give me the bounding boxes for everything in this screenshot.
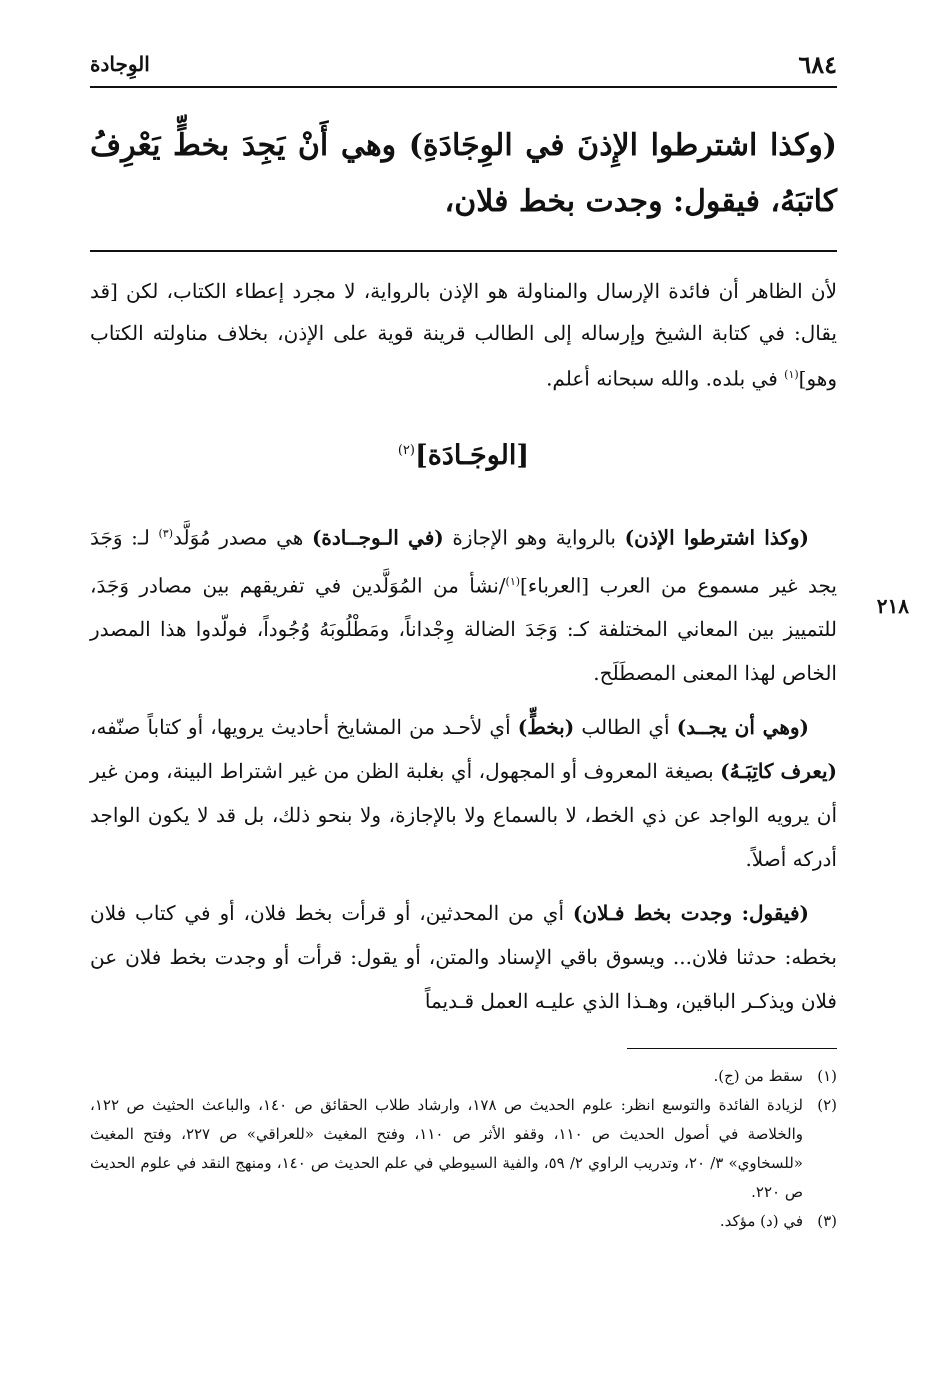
running-title: الوِجادة — [90, 52, 150, 76]
footnote-text: في (د) مؤكد. — [719, 1212, 803, 1230]
footnote-text: لزيادة الفائدة والتوسع انظر: علوم الحديث ص ١٧٨، وارشاد طلاب الحقائق ص ١٤٠، والباعث الحثيث ص ١٢٢، والخلاصة في أصول الحديث ص ١١٠، وقفو الأثر ص ١١٠، وفتح المغيث «للعراقي» ص ٢٢٧، وفتح المغيث «للسخاوي» ٣/ ٢٠، وتدريب الراوي ٢/ ٥٩، والفية السيوطي في علم الحديث ص ١٤٠، ومنهج النقد في علوم الحديث ص ٢٢٠. — [90, 1096, 804, 1201]
footnote-text: سقط من (ج). — [713, 1067, 803, 1085]
matn-quote: (فيقول: وجدت بخط فـلان) — [572, 901, 809, 926]
commentary-text: أي لأحـد من المشايخ أحاديث يرويها، أو كتاباً صنّفه، — [90, 715, 518, 740]
matn-text: (وكذا اشترطوا الإِذنَ في الوِجَادَةِ) وهي أَنْ يَجِدَ بخطٍّ يَعْرِفُ كاتبَهُ، فيقول: وجدت بخط فلان، — [90, 128, 837, 219]
page-number: ٦٨٤ — [798, 50, 837, 79]
commentary-text: /نشأ من المُوَلَّدين في تفريقهم بين مصادر وَجَدَ، للتمييز بين المعاني المختلفة كـ: وَجَدَ الضالة وِجْداناً، ومَطْلُوبَهُ وُجُوداً، فولّدوا هذا المصدر الخاص لهذا المعنى المصطَلَح. — [90, 573, 837, 686]
page-header — [90, 46, 837, 80]
commentary-body — [90, 512, 837, 1033]
section-heading — [90, 440, 837, 471]
paragraph — [90, 891, 837, 1023]
footnote-ref: (١) — [505, 574, 521, 588]
commentary-text: لـ: وَجَدَ يجد غير مسموع من العرب [العرباء] — [90, 525, 837, 598]
commentary-text: بالرواية وهو الإجازة — [443, 525, 625, 550]
footnote-ref: (٣) — [158, 527, 173, 540]
footnote-ref: (٢) — [397, 443, 415, 458]
footnote — [90, 1207, 837, 1236]
footnote — [90, 1062, 837, 1091]
previous-commentary — [90, 270, 837, 400]
paragraph — [90, 705, 837, 881]
matn-quote: (يعرف كاتِبَـهُ) — [720, 759, 837, 784]
matn-quote: (بخطٍّ) — [517, 715, 575, 740]
footnote-ref: (١) — [784, 368, 799, 381]
matn-quote: (وهي أن يجــد) — [676, 715, 809, 740]
prev-tail: في بلده. والله سبحانه أعلم. — [546, 366, 785, 391]
footnote-number: (٣) — [817, 1212, 837, 1230]
commentary-text: بصيغة المعروف أو المجهول، أي بغلبة الظن من غير اشتراط البينة، ومن غير أن يرويه الواجد عن ذي الخط، لا بالسماع ولا بالإجازة، ولا بنحو ذلك، بل قد لا يكون الواجد أدركه أصلاً. — [90, 759, 837, 872]
commentary-text: هي مصدر مُوَلَّد — [172, 525, 312, 550]
header-rule — [90, 86, 837, 88]
footnote-rule — [627, 1048, 837, 1049]
footnote-number: (١) — [817, 1067, 837, 1085]
margin-manuscript-number: ٢١٨ — [876, 594, 909, 618]
commentary-text: أي من المحدثين، أو قرأت بخط فلان، أو في كتاب فلان بخطه: حدثنا فلان... ويسوق باقي الإسناد والمتن، أو يقول: قرأت أو وجدت بخط فلان عن فلان ويذكـر الباقين، وهـذا الذي عليـه العمل قـديماً — [90, 901, 837, 1014]
matn-quote: (وكذا اشترطوا الإذن) — [624, 525, 809, 550]
matn-rule — [90, 250, 837, 252]
paragraph — [90, 512, 837, 695]
prev-text: لأن الظاهر أن فائدة الإرسال والمناولة هو الإذن بالرواية، لا مجرد إعطاء الكتاب، لكن [قد يقال: في كتابة الشيخ وإرساله إلى الطالب قرينة قوية على الإذن، بخلاف مناولته الكتاب وهو] — [90, 279, 837, 391]
matn-quote: (في الـوجــادة) — [311, 525, 444, 550]
commentary-text: أي الطالب — [574, 715, 677, 740]
section-title: [الوجَـادَة] — [414, 440, 530, 471]
footnote-number: (٢) — [817, 1096, 837, 1114]
footnotes — [90, 1062, 837, 1236]
footnote — [90, 1091, 837, 1207]
